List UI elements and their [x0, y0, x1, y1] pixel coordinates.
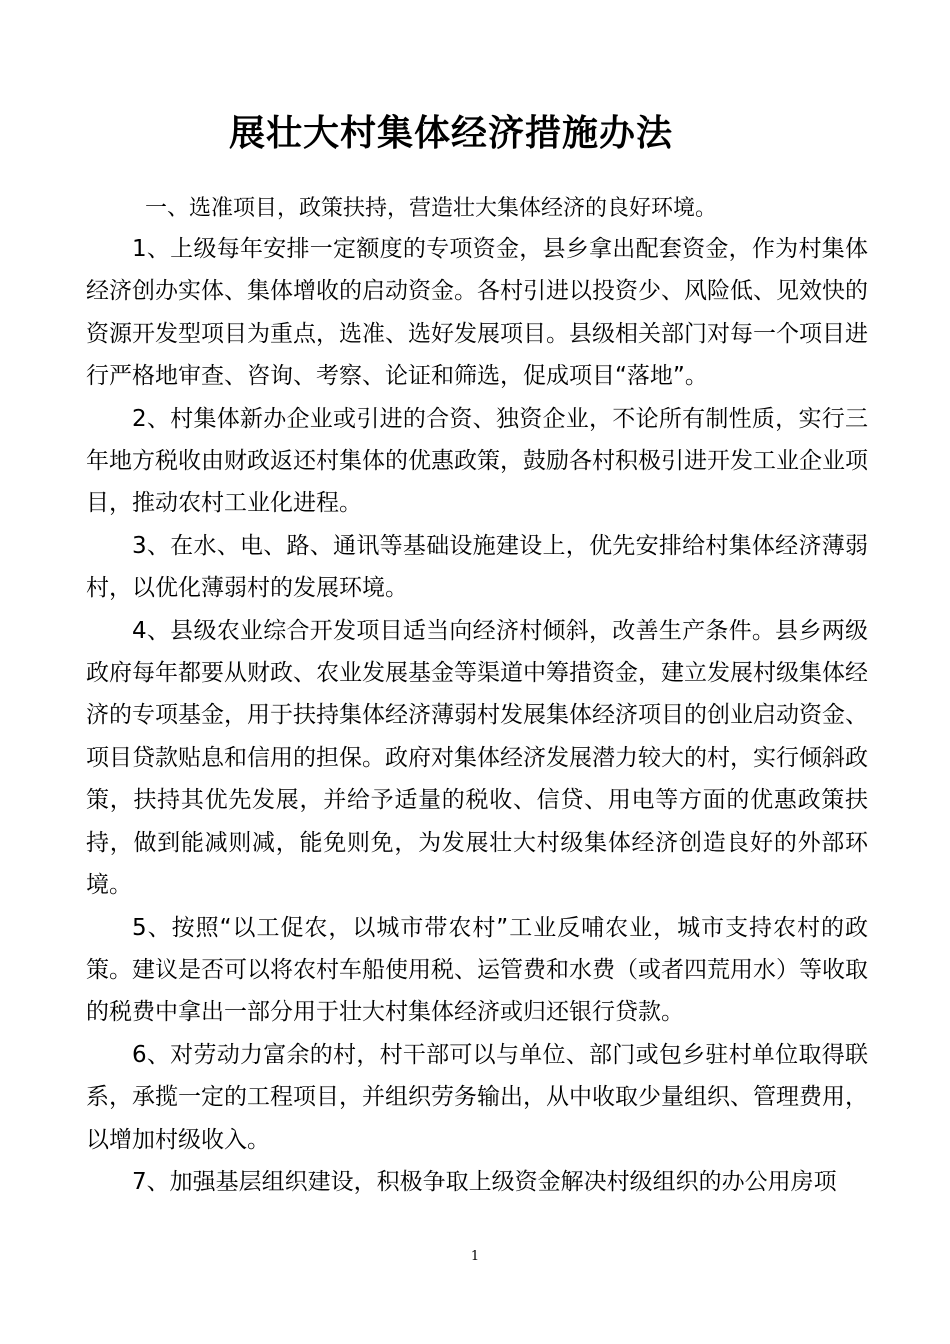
- section-heading: 一、选准项目，政策扶持，营造壮大集体经济的良好环境。: [145, 196, 718, 221]
- document-title: 展壮大村集体经济措施办法: [228, 113, 673, 154]
- document-body: [86, 228, 868, 1203]
- paragraph-2: 2、村集体新办企业或引进的合资、独资企业，不论所有制性质，实行三年地方税收由财政返还村集体的优惠政策，鼓励各村积极引进开发工业企业项目，推动农村工业化进程。: [86, 405, 868, 517]
- page-number: 1: [470, 1249, 480, 1264]
- paragraph-5: 5、按照“以工促农，以城市带农村”工业反哺农业，城市支持农村的政策。建议是否可以将农村车船使用税、运管费和水费（或者四荒用水）等收取的税费中拿出一部分用于壮大村集体经济或归还银行贷款。: [86, 914, 868, 1026]
- paragraph-7: 7、加强基层组织建设，积极争取上级资金解决村级组织的办公用房项: [132, 1168, 837, 1195]
- paragraph-6: 6、对劳动力富余的村，村干部可以与单位、部门或包乡驻村单位取得联系，承揽一定的工程项目，并组织劳务输出，从中收取少量组织、管理费用，以增加村级收入。: [86, 1041, 868, 1153]
- paragraph-4: 4、县级农业综合开发项目适当向经济村倾斜，改善生产条件。县乡两级政府每年都要从财政、农业发展基金等渠道中筹措资金，建立发展村级集体经济的专项基金，用于扶持集体经济薄弱村发展集体经济项目的创业启动资金、项目贷款贴息和信用的担保。政府对集体经济发展潜力较大的村，实行倾斜政策，扶持其优先发展，并给予适量的税收、信贷、用电等方面的优惠政策扶持，做到能减则减，能免则免，为发展壮大村级集体经济创造良好的外部环境。: [86, 617, 868, 899]
- paragraph-3: 3、在水、电、路、通讯等基础设施建设上，优先安排给村集体经济薄弱村，以优化薄弱村的发展环境。: [86, 532, 868, 602]
- paragraph-1: 1、上级每年安排一定额度的专项资金，县乡拿出配套资金，作为村集体经济创办实体、集体增收的启动资金。各村引进以投资少、风险低、见效快的资源开发型项目为重点，选准、选好发展项目。县级相关部门对每一个项目进行严格地审查、咨询、考察、论证和筛选，促成项目“落地”。: [86, 236, 868, 390]
